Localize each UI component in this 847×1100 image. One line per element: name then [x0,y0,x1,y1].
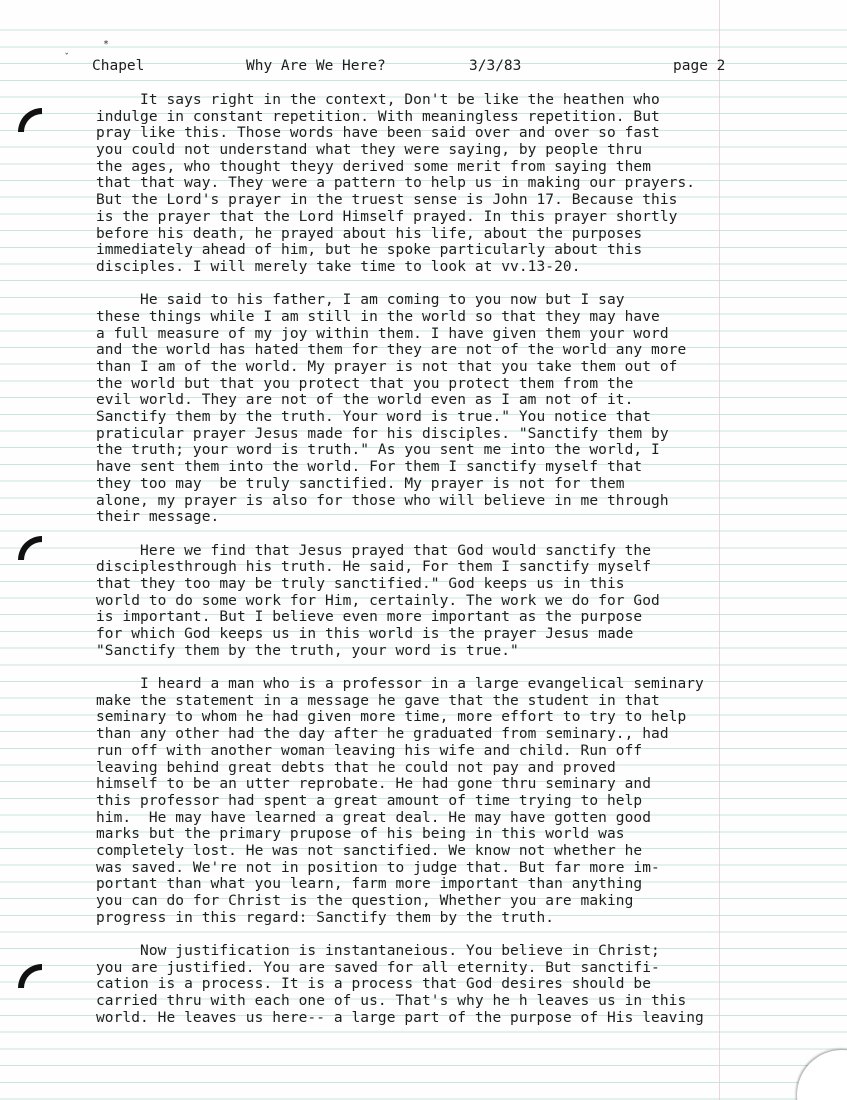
text-line: Now justification is instantaneious. You believe in Christ; [96,943,660,960]
binder-hole-middle [14,534,42,560]
text-line: a full measure of my joy within them. I have given them your word [96,325,669,342]
binder-hole-top [14,106,42,132]
text-line: you can do for Christ is the question, Whether you are making [96,893,634,909]
header-date: 3/3/83 [469,58,522,74]
text-line: completely lost. He was not sanctified. We know not whether he [96,842,643,859]
text-line: him. He may have learned a great deal. He may have gotten good [96,809,652,826]
binder-hole-bottom [14,962,42,988]
text-line: evil world. They are not of the world even as I am not of it. [96,392,634,409]
text-line: But the Lord's prayer in the truest sense is John 17. Because this [96,192,678,209]
text-line: that they too may be truly sanctified." God keeps us in this [96,575,625,592]
ink-mark: ˇ [64,53,70,63]
text-line: is important. But I believe even more important as the purpose [96,609,643,626]
text-line: the ages, who thought theyy derived some merit from saying them [96,158,652,175]
header-title: Why Are We Here? [246,58,386,74]
text-line: cation is a process. It is a process that God desires should be [96,976,652,993]
text-line: these things while I am still in the world so that they may have [96,308,660,325]
text-line: world to do some work for Him, certainly. The work we do for God [96,592,660,609]
text-line: immediately ahead of him, but he spoke particularly about this [96,242,643,259]
text-line: progress in this regard: Sanctify them by the truth. [96,909,555,926]
text-line: before his death, he prayed about his life, about the purposes [96,225,643,242]
text-line: marks but the primary prupose of his being in this world was [96,826,625,843]
text-line: It says right in the context, Don't be like the heathen who [96,92,660,108]
header-section: Chapel [92,58,145,74]
text-line: Here we find that Jesus prayed that God would sanctify the [96,542,652,559]
text-line: Sanctify them by the truth. Your word is true." You notice that [96,409,652,426]
text-line: their message. [96,509,220,526]
text-line: world. He leaves us here-- a large part of the purpose of His leaving [96,1009,704,1026]
text-line: pray like this. Those words have been said over and over so fast [96,125,660,142]
page-corner [797,1050,847,1100]
paragraph [96,292,816,526]
paragraph [96,943,816,1026]
text-line: have sent them into the world. For them I sanctify myself that [96,459,643,476]
paragraph [96,543,816,660]
paragraph [96,676,816,926]
text-line: run off with another woman leaving his wife and child. Run off [96,742,643,759]
text-line: indulge in constant repetition. With meaningless repetition. But [96,108,660,125]
text-line: alone, my prayer is also for those who will believe in me through [96,492,669,509]
text-line: than any other had the day after he graduated from seminary., had [96,726,669,743]
text-line: for which God keeps us in this world is the prayer Jesus made [96,626,634,642]
text-line: make the statement in a message he gave that the student in that [96,692,660,709]
text-line: seminary to whom he had given more time, more effort to try to help [96,709,687,726]
text-line: was saved. We're not in position to judge that. But far more im- [96,859,660,876]
page-header [92,58,752,78]
text-line: the truth; your word is truth." As you sent me into the world, I [96,442,660,459]
text-line: you are justified. You are saved for all eternity. But sanctifi- [96,959,660,976]
text-line: disciples. I will merely take time to look at vv.13-20. [96,258,581,275]
text-line: disciplesthrough his truth. He said, For them I sanctify myself [96,559,652,576]
text-line: portant than what you learn, farm more important than anything [96,876,643,893]
text-line: is the prayer that the Lord Himself prayed. In this prayer shortly [96,208,678,225]
ink-mark: * [103,39,110,50]
text-line: praticular prayer Jesus made for his disciples. "Sanctify them by [96,425,669,442]
text-line: the world but that you protect that you protect them from the [96,375,634,392]
text-line: they too may be truly sanctified. My prayer is not for them [96,475,625,492]
text-line: He said to his father, I am coming to you now but I say [96,292,625,309]
text-line: I heard a man who is a professor in a large evangelical seminary [96,676,704,693]
text-line: carried thru with each one of us. That's why he h leaves us in this [96,993,687,1010]
paragraph [96,92,816,276]
text-line: this professor had spent a great amount of time trying to help [96,792,643,809]
header-page-number: page 2 [673,58,726,74]
text-line: leaving behind great debts that he could not pay and proved [96,759,616,776]
body-text [96,92,816,1043]
text-line: you could not understand what they were saying, by people thru [96,142,643,159]
text-line: that that way. They were a pattern to help us in making our prayers. [96,175,696,192]
text-line: himself to be an utter reprobate. He had gone thru seminary and [96,776,652,793]
text-line: than I am of the world. My prayer is not that you take them out of [96,359,678,375]
text-line: "Sanctify them by the truth, your word is true." [96,642,519,659]
text-line: and the world has hated them for they are not of the world any more [96,342,687,359]
